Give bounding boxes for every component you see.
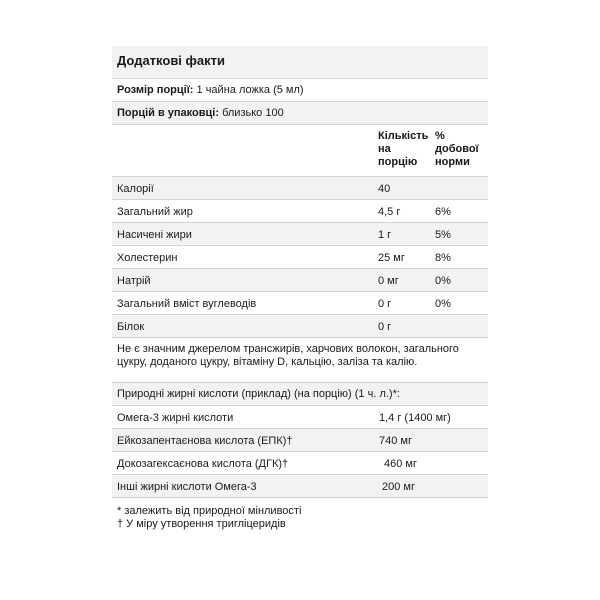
nutrient-dv: 8% xyxy=(435,252,451,264)
nutrient-name: Білок xyxy=(117,321,145,333)
fatty-acid-amount: 200 мг xyxy=(382,481,415,493)
nutrient-dv: 5% xyxy=(435,229,451,241)
column-header-row xyxy=(112,124,488,176)
serving-size-label: Розмір порції: xyxy=(117,84,194,96)
nutrient-row xyxy=(112,291,488,314)
servings-per-container-row xyxy=(112,101,488,124)
footnotes xyxy=(112,497,488,540)
fatty-acid-name: Омега-3 жирні кислоти xyxy=(117,412,234,424)
supplement-facts-panel xyxy=(112,46,488,540)
nutrient-dv: 0% xyxy=(435,298,451,310)
serving-size-row xyxy=(112,78,488,101)
nutrient-name: Загальний жир xyxy=(117,206,193,218)
nutrient-amount: 25 мг xyxy=(378,252,405,264)
nutrient-amount: 1 г xyxy=(378,229,392,241)
nutrient-row xyxy=(112,268,488,291)
nutrient-row xyxy=(112,199,488,222)
daily-value-header: % добової норми xyxy=(435,130,479,168)
nutrient-amount: 0 мг xyxy=(378,275,399,287)
nutrient-dv: 0% xyxy=(435,275,451,287)
nutrient-name: Натрій xyxy=(117,275,151,287)
nutrient-dv: 6% xyxy=(435,206,451,218)
nutrient-row xyxy=(112,222,488,245)
footnote: † У міру утворення тригліцеридів xyxy=(117,518,286,530)
panel-title: Додаткові факти xyxy=(112,46,488,78)
fatty-acid-row xyxy=(112,474,488,497)
fatty-acid-amount: 1,4 г (1400 мг) xyxy=(379,412,451,424)
fatty-acid-row xyxy=(112,451,488,474)
nutrient-amount: 4,5 г xyxy=(378,206,401,218)
nutrient-name: Загальний вміст вуглеводів xyxy=(117,298,257,310)
nutrient-name: Калорії xyxy=(117,183,154,195)
serving-size-value: 1 чайна ложка (5 мл) xyxy=(196,84,304,96)
amount-per-serving-header: Кількість на порцію xyxy=(378,130,429,168)
fatty-acid-name: Інші жирні кислоти Омега-3 xyxy=(117,481,257,493)
fatty-acid-amount: 460 мг xyxy=(384,458,417,470)
nutrient-row xyxy=(112,245,488,268)
footnote: * залежить від природної мінливості xyxy=(117,505,302,517)
fatty-acid-row xyxy=(112,405,488,428)
disclaimer-note: Не є значним джерелом трансжирів, харчових волокон, загального цукру, доданого цукру, вітаміну D, кальцію, заліза та калію. xyxy=(112,337,488,382)
nutrient-name: Холестерин xyxy=(117,252,178,264)
nutrient-row xyxy=(112,314,488,337)
fatty-acid-name: Ейкозапентаєнова кислота (ЕПК)† xyxy=(117,435,293,447)
nutrient-amount: 0 г xyxy=(378,298,392,310)
nutrient-amount: 0 г xyxy=(378,321,392,333)
nutrient-row xyxy=(112,176,488,199)
nutrient-name: Насичені жири xyxy=(117,229,192,241)
fatty-acid-amount: 740 мг xyxy=(379,435,412,447)
fatty-acid-row xyxy=(112,428,488,451)
servings-per-label: Порцій в упаковці: xyxy=(117,107,220,119)
servings-per-value: близько 100 xyxy=(222,107,284,119)
fatty-acids-header: Природні жирні кислоти (приклад) (на порцію) (1 ч. л.)*: xyxy=(112,382,488,405)
fatty-acid-name: Докозагексаєнова кислота (ДГК)† xyxy=(117,458,289,470)
nutrient-amount: 40 xyxy=(378,183,391,195)
